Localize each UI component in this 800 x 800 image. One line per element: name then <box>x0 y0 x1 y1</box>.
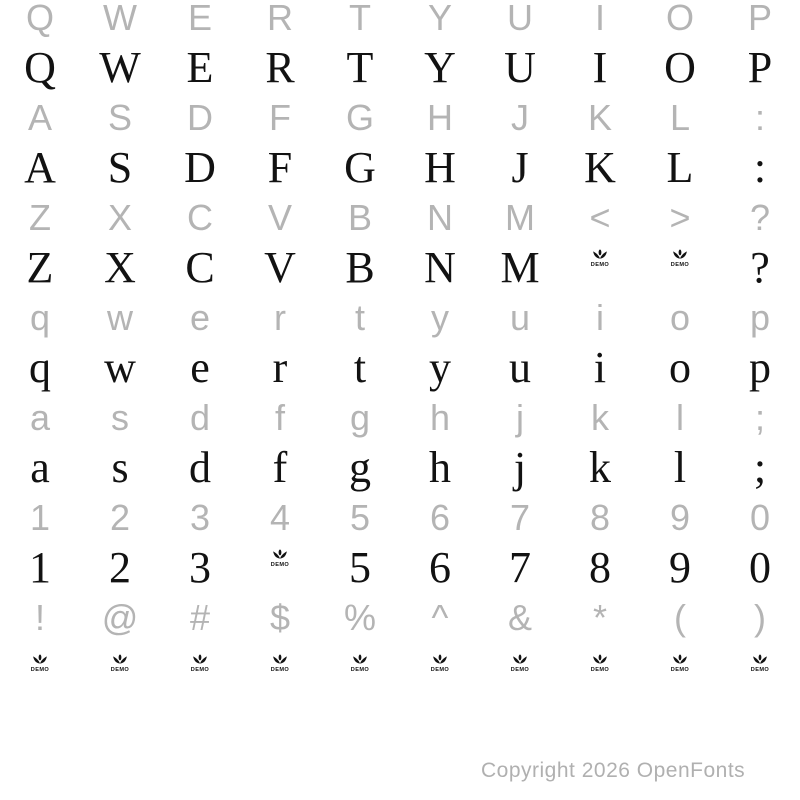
specimen-glyph: G <box>344 143 376 192</box>
reference-char: t <box>354 297 365 338</box>
specimen-demo-cell <box>160 651 240 695</box>
reference-char: w <box>107 297 133 338</box>
specimen-demo-cell <box>480 651 560 695</box>
reference-char: A <box>27 97 52 138</box>
specimen-glyph: 9 <box>669 543 691 592</box>
specimen-row-lowercase-top-row <box>0 343 800 396</box>
reference-char: h <box>429 397 451 438</box>
reference-char: : <box>754 97 765 138</box>
demo-ornament-icon <box>510 654 530 672</box>
specimen-glyph: X <box>104 243 136 292</box>
demo-ornament-icon <box>350 654 370 672</box>
reference-char: Z <box>29 197 51 238</box>
reference-char: > <box>669 197 691 238</box>
demo-caption: DEMO <box>670 262 690 267</box>
demo-placeholder-glyph <box>190 654 210 672</box>
specimen-demo-cell <box>240 546 320 590</box>
specimen-glyph: k <box>589 443 611 492</box>
specimen-row-symbols-row <box>0 651 800 701</box>
reference-char: E <box>187 0 212 38</box>
demo-placeholder-glyph <box>670 249 690 267</box>
specimen-glyph: 2 <box>109 543 131 592</box>
reference-char: ( <box>674 597 686 638</box>
specimen-glyph: h <box>429 443 451 492</box>
specimen-glyph: N <box>424 243 456 292</box>
specimen-glyph: M <box>500 243 540 292</box>
reference-char: 5 <box>349 497 371 538</box>
specimen-row-uppercase-bottom-row <box>0 243 800 296</box>
demo-ornament-icon <box>110 654 130 672</box>
demo-caption: DEMO <box>270 667 290 672</box>
demo-placeholder-glyph <box>510 654 530 672</box>
specimen-glyph: ? <box>750 243 770 292</box>
demo-placeholder-glyph <box>110 654 130 672</box>
specimen-glyph: U <box>504 43 536 92</box>
demo-placeholder-glyph <box>590 654 610 672</box>
demo-placeholder-glyph <box>350 654 370 672</box>
specimen-glyph: 3 <box>189 543 211 592</box>
reference-char: $ <box>269 597 291 638</box>
reference-char: X <box>107 197 132 238</box>
reference-char: 3 <box>189 497 211 538</box>
demo-placeholder-glyph <box>270 549 290 567</box>
reference-char: U <box>507 0 533 38</box>
specimen-row-uppercase-home-row <box>0 143 800 196</box>
row-pair-symbols-row <box>0 597 800 700</box>
reference-char: y <box>431 297 449 338</box>
specimen-demo-cell <box>80 651 160 695</box>
specimen-demo-cell <box>400 651 480 695</box>
reference-char: V <box>267 197 292 238</box>
reference-char: a <box>29 397 51 438</box>
reference-char: R <box>267 0 293 38</box>
demo-placeholder-glyph <box>670 654 690 672</box>
reference-char: ? <box>749 197 771 238</box>
specimen-glyph: 8 <box>589 543 611 592</box>
specimen-glyph: 5 <box>349 543 371 592</box>
row-pair-uppercase-bottom-row <box>0 197 800 300</box>
reference-char: 7 <box>509 497 531 538</box>
reference-char: F <box>269 97 291 138</box>
specimen-glyph: C <box>185 243 215 292</box>
reference-char: s <box>111 397 129 438</box>
specimen-glyph: A <box>24 143 56 192</box>
reference-char: K <box>587 97 612 138</box>
demo-caption: DEMO <box>590 262 610 267</box>
reference-char: C <box>187 197 213 238</box>
demo-caption: DEMO <box>270 562 290 567</box>
specimen-demo-cell <box>0 651 80 695</box>
reference-char: 4 <box>269 497 291 538</box>
demo-ornament-icon <box>590 249 610 267</box>
reference-char: M <box>505 197 535 238</box>
demo-ornament-icon <box>270 654 290 672</box>
specimen-glyph: q <box>29 343 51 392</box>
reference-char: f <box>274 397 285 438</box>
demo-placeholder-glyph <box>590 249 610 267</box>
specimen-demo-cell <box>640 246 720 290</box>
demo-placeholder-glyph <box>30 654 50 672</box>
demo-placeholder-glyph <box>270 654 290 672</box>
reference-char: N <box>427 197 453 238</box>
demo-caption: DEMO <box>590 667 610 672</box>
specimen-glyph: I <box>592 43 608 92</box>
reference-char: J <box>511 97 529 138</box>
reference-char: < <box>589 197 611 238</box>
demo-ornament-icon <box>190 654 210 672</box>
demo-caption: DEMO <box>430 667 450 672</box>
demo-caption: DEMO <box>110 667 130 672</box>
specimen-glyph: y <box>429 343 451 392</box>
reference-char: % <box>343 597 376 638</box>
specimen-glyph: Y <box>424 43 456 92</box>
specimen-glyph: W <box>99 43 141 92</box>
specimen-glyph: R <box>265 43 295 92</box>
specimen-demo-cell <box>320 651 400 695</box>
reference-char: G <box>345 97 374 138</box>
demo-caption: DEMO <box>750 667 770 672</box>
specimen-glyph: V <box>264 243 296 292</box>
reference-char: l <box>676 397 684 438</box>
specimen-demo-cell <box>560 246 640 290</box>
row-pair-lowercase-home-row <box>0 397 800 500</box>
demo-ornament-icon <box>430 654 450 672</box>
specimen-glyph: S <box>107 143 133 192</box>
reference-char: Y <box>427 0 452 38</box>
specimen-glyph: d <box>189 443 211 492</box>
reference-char: q <box>29 297 51 338</box>
reference-char: k <box>591 397 609 438</box>
specimen-glyph: D <box>184 143 216 192</box>
reference-char: j <box>516 397 524 438</box>
specimen-glyph: f <box>272 443 288 492</box>
specimen-glyph: : <box>753 143 767 192</box>
reference-row-symbols-row <box>0 597 800 650</box>
reference-char: i <box>596 297 604 338</box>
specimen-glyph: r <box>272 343 288 392</box>
specimen-glyph: 1 <box>29 543 51 592</box>
demo-placeholder-glyph <box>430 654 450 672</box>
row-pair-digits-row <box>0 497 800 600</box>
reference-char: 1 <box>29 497 51 538</box>
specimen-glyph: E <box>186 43 214 92</box>
specimen-glyph: e <box>190 343 210 392</box>
specimen-glyph: T <box>346 43 374 92</box>
demo-caption: DEMO <box>30 667 50 672</box>
reference-char: ; <box>754 397 765 438</box>
specimen-glyph: w <box>104 343 136 392</box>
reference-char: 9 <box>669 497 691 538</box>
row-pair-uppercase-top-row <box>0 0 800 100</box>
copyright-text: Copyright 2026 OpenFonts <box>481 759 746 782</box>
reference-char: e <box>189 297 211 338</box>
reference-char: Q <box>25 0 54 38</box>
demo-ornament-icon <box>670 249 690 267</box>
specimen-glyph: P <box>747 43 773 92</box>
demo-caption: DEMO <box>190 667 210 672</box>
specimen-glyph: Z <box>26 243 54 292</box>
reference-char: o <box>669 297 691 338</box>
specimen-demo-cell <box>240 651 320 695</box>
specimen-glyph: u <box>509 343 531 392</box>
row-pair-lowercase-top-row <box>0 297 800 400</box>
reference-char: 2 <box>109 497 131 538</box>
specimen-glyph: p <box>749 343 771 392</box>
demo-ornament-icon <box>270 549 290 567</box>
row-pair-uppercase-home-row <box>0 97 800 200</box>
reference-char: ! <box>34 597 45 638</box>
reference-char: ) <box>754 597 766 638</box>
reference-char: D <box>187 97 213 138</box>
specimen-glyph: g <box>349 443 371 492</box>
specimen-glyph: s <box>111 443 129 492</box>
specimen-glyph: O <box>664 43 696 92</box>
reference-char: & <box>507 597 532 638</box>
reference-char: L <box>669 97 691 138</box>
specimen-glyph: i <box>593 343 607 392</box>
reference-char: T <box>349 0 371 38</box>
demo-ornament-icon <box>590 654 610 672</box>
reference-char: 8 <box>589 497 611 538</box>
demo-ornament-icon <box>670 654 690 672</box>
reference-char: g <box>349 397 371 438</box>
specimen-demo-cell <box>560 651 640 695</box>
specimen-glyph: o <box>669 343 691 392</box>
reference-char: H <box>427 97 453 138</box>
reference-char: 6 <box>429 497 451 538</box>
specimen-demo-cell <box>720 651 800 695</box>
specimen-glyph: j <box>513 443 527 492</box>
reference-char: * <box>592 597 607 638</box>
specimen-row-uppercase-top-row <box>0 43 800 96</box>
demo-caption: DEMO <box>670 667 690 672</box>
specimen-glyph: J <box>511 143 529 192</box>
reference-char: r <box>274 297 286 338</box>
specimen-glyph: K <box>584 143 616 192</box>
specimen-glyph: B <box>345 243 375 292</box>
specimen-glyph: 7 <box>509 543 531 592</box>
specimen-glyph: t <box>353 343 367 392</box>
specimen-demo-cell <box>640 651 720 695</box>
reference-char: S <box>107 97 132 138</box>
specimen-glyph: 0 <box>749 543 771 592</box>
specimen-glyph: a <box>30 443 50 492</box>
reference-char: ^ <box>431 597 449 638</box>
specimen-glyph: 6 <box>429 543 451 592</box>
demo-caption: DEMO <box>510 667 530 672</box>
demo-placeholder-glyph <box>750 654 770 672</box>
reference-char: # <box>189 597 211 638</box>
reference-char: P <box>747 0 772 38</box>
demo-caption: DEMO <box>350 667 370 672</box>
demo-ornament-icon <box>30 654 50 672</box>
specimen-row-digits-row <box>0 543 800 596</box>
reference-char: u <box>509 297 531 338</box>
reference-char: B <box>347 197 372 238</box>
reference-char: p <box>749 297 771 338</box>
specimen-glyph: ; <box>753 443 767 492</box>
reference-char: @ <box>101 597 139 638</box>
reference-char: I <box>594 0 605 38</box>
demo-ornament-icon <box>750 654 770 672</box>
specimen-row-lowercase-home-row <box>0 443 800 496</box>
reference-char: W <box>103 0 137 38</box>
specimen-glyph: L <box>666 143 694 192</box>
reference-char: d <box>189 397 211 438</box>
specimen-glyph: l <box>673 443 687 492</box>
reference-char: O <box>665 0 694 38</box>
specimen-glyph: Q <box>24 43 56 92</box>
reference-char: 0 <box>749 497 771 538</box>
specimen-glyph: F <box>267 143 293 192</box>
specimen-glyph: H <box>424 143 456 192</box>
